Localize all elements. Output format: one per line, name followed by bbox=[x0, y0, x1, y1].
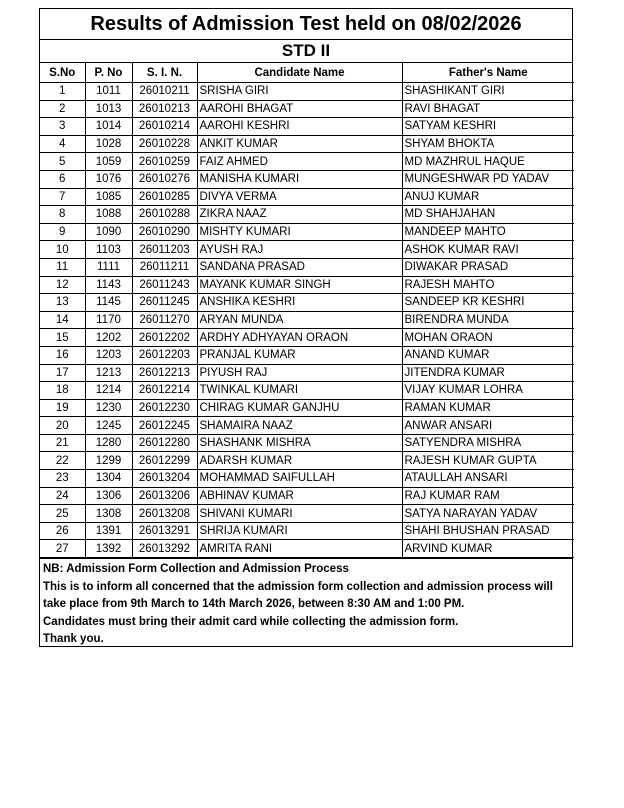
cell-sno: 7 bbox=[40, 188, 85, 206]
cell-sno: 23 bbox=[40, 470, 85, 488]
cell-sno: 25 bbox=[40, 505, 85, 523]
cell-pno: 1111 bbox=[85, 258, 132, 276]
cell-pno: 1392 bbox=[85, 540, 132, 558]
cell-candidate-name: AMRITA RANI bbox=[197, 540, 402, 558]
cell-sin: 26012280 bbox=[132, 434, 197, 452]
cell-sno: 20 bbox=[40, 417, 85, 435]
cell-father-name: RAJESH KUMAR GUPTA bbox=[402, 452, 574, 470]
cell-father-name: RAVI BHAGAT bbox=[402, 100, 574, 118]
cell-candidate-name: MANISHA KUMARI bbox=[197, 170, 402, 188]
cell-sin: 26012202 bbox=[132, 329, 197, 347]
cell-candidate-name: PIYUSH RAJ bbox=[197, 364, 402, 382]
cell-father-name: RAMAN KUMAR bbox=[402, 399, 574, 417]
cell-father-name: ASHOK KUMAR RAVI bbox=[402, 241, 574, 259]
cell-sin: 26011243 bbox=[132, 276, 197, 294]
cell-sin: 26013291 bbox=[132, 522, 197, 540]
cell-pno: 1103 bbox=[85, 241, 132, 259]
cell-sno: 1 bbox=[40, 83, 85, 101]
class-label: STD II bbox=[40, 40, 572, 63]
cell-sno: 21 bbox=[40, 434, 85, 452]
cell-candidate-name: TWINKAL KUMARI bbox=[197, 382, 402, 400]
cell-candidate-name: ARYAN MUNDA bbox=[197, 311, 402, 329]
table-row bbox=[40, 311, 574, 329]
cell-sin: 26011211 bbox=[132, 258, 197, 276]
cell-pno: 1028 bbox=[85, 135, 132, 153]
cell-sno: 9 bbox=[40, 223, 85, 241]
table-row bbox=[40, 434, 574, 452]
column-header-sno: S.No bbox=[40, 63, 85, 83]
cell-pno: 1203 bbox=[85, 346, 132, 364]
cell-pno: 1088 bbox=[85, 206, 132, 224]
cell-candidate-name: AYUSH RAJ bbox=[197, 241, 402, 259]
table-row bbox=[40, 522, 574, 540]
table-row bbox=[40, 135, 574, 153]
cell-candidate-name: CHIRAG KUMAR GANJHU bbox=[197, 399, 402, 417]
cell-sno: 4 bbox=[40, 135, 85, 153]
cell-sin: 26010276 bbox=[132, 170, 197, 188]
table-row bbox=[40, 329, 574, 347]
table-row bbox=[40, 540, 574, 558]
table-row bbox=[40, 417, 574, 435]
results-table bbox=[40, 63, 574, 558]
cell-father-name: RAJESH MAHTO bbox=[402, 276, 574, 294]
cell-pno: 1308 bbox=[85, 505, 132, 523]
cell-candidate-name: ZIKRA NAAZ bbox=[197, 206, 402, 224]
cell-candidate-name: AAROHI KESHRI bbox=[197, 118, 402, 136]
table-row bbox=[40, 188, 574, 206]
table-body bbox=[40, 83, 574, 558]
cell-father-name: JITENDRA KUMAR bbox=[402, 364, 574, 382]
cell-sin: 26013292 bbox=[132, 540, 197, 558]
table-row bbox=[40, 452, 574, 470]
cell-pno: 1391 bbox=[85, 522, 132, 540]
table-row bbox=[40, 258, 574, 276]
cell-father-name: DIWAKAR PRASAD bbox=[402, 258, 574, 276]
table-row bbox=[40, 206, 574, 224]
cell-candidate-name: PRANJAL KUMAR bbox=[197, 346, 402, 364]
table-row bbox=[40, 399, 574, 417]
cell-candidate-name: SHAMAIRA NAAZ bbox=[197, 417, 402, 435]
column-header-candidate: Candidate Name bbox=[197, 63, 402, 83]
cell-father-name: ARVIND KUMAR bbox=[402, 540, 574, 558]
cell-sin: 26010290 bbox=[132, 223, 197, 241]
cell-sno: 24 bbox=[40, 487, 85, 505]
cell-father-name: ATAULLAH ANSARI bbox=[402, 470, 574, 488]
cell-sin: 26011270 bbox=[132, 311, 197, 329]
table-row bbox=[40, 153, 574, 171]
cell-candidate-name: ABHINAV KUMAR bbox=[197, 487, 402, 505]
cell-sin: 26010214 bbox=[132, 118, 197, 136]
cell-pno: 1230 bbox=[85, 399, 132, 417]
cell-sno: 16 bbox=[40, 346, 85, 364]
cell-candidate-name: ANKIT KUMAR bbox=[197, 135, 402, 153]
cell-candidate-name: SHIVANI KUMARI bbox=[197, 505, 402, 523]
cell-father-name: SATYENDRA MISHRA bbox=[402, 434, 574, 452]
column-header-pno: P. No bbox=[85, 63, 132, 83]
notice-heading: NB: Admission Form Collection and Admission Process bbox=[43, 563, 349, 576]
table-row bbox=[40, 505, 574, 523]
cell-pno: 1085 bbox=[85, 188, 132, 206]
cell-sno: 22 bbox=[40, 452, 85, 470]
cell-sin: 26012214 bbox=[132, 382, 197, 400]
cell-sno: 10 bbox=[40, 241, 85, 259]
cell-pno: 1143 bbox=[85, 276, 132, 294]
cell-pno: 1304 bbox=[85, 470, 132, 488]
cell-sno: 12 bbox=[40, 276, 85, 294]
cell-sno: 11 bbox=[40, 258, 85, 276]
cell-candidate-name: MAYANK KUMAR SINGH bbox=[197, 276, 402, 294]
cell-sno: 26 bbox=[40, 522, 85, 540]
cell-sno: 8 bbox=[40, 206, 85, 224]
cell-sin: 26010213 bbox=[132, 100, 197, 118]
cell-pno: 1214 bbox=[85, 382, 132, 400]
cell-father-name: SHYAM BHOKTA bbox=[402, 135, 574, 153]
table-row bbox=[40, 487, 574, 505]
table-row bbox=[40, 83, 574, 101]
cell-father-name: ANUJ KUMAR bbox=[402, 188, 574, 206]
cell-sno: 17 bbox=[40, 364, 85, 382]
cell-father-name: MUNGESHWAR PD YADAV bbox=[402, 170, 574, 188]
cell-sin: 26010228 bbox=[132, 135, 197, 153]
cell-father-name: BIRENDRA MUNDA bbox=[402, 311, 574, 329]
cell-candidate-name: DIVYA VERMA bbox=[197, 188, 402, 206]
table-row bbox=[40, 346, 574, 364]
cell-pno: 1280 bbox=[85, 434, 132, 452]
cell-pno: 1170 bbox=[85, 311, 132, 329]
cell-sno: 13 bbox=[40, 294, 85, 312]
cell-pno: 1076 bbox=[85, 170, 132, 188]
cell-candidate-name: ARDHY ADHYAYAN ORAON bbox=[197, 329, 402, 347]
cell-father-name: SHASHIKANT GIRI bbox=[402, 83, 574, 101]
page-title: Results of Admission Test held on 08/02/2026 bbox=[40, 9, 572, 40]
cell-father-name: SANDEEP KR KESHRI bbox=[402, 294, 574, 312]
cell-candidate-name: MISHTY KUMARI bbox=[197, 223, 402, 241]
table-row bbox=[40, 382, 574, 400]
cell-candidate-name: ADARSH KUMAR bbox=[197, 452, 402, 470]
cell-sno: 2 bbox=[40, 100, 85, 118]
cell-pno: 1306 bbox=[85, 487, 132, 505]
cell-candidate-name: SRISHA GIRI bbox=[197, 83, 402, 101]
cell-pno: 1090 bbox=[85, 223, 132, 241]
cell-candidate-name: SANDANA PRASAD bbox=[197, 258, 402, 276]
cell-sin: 26010259 bbox=[132, 153, 197, 171]
cell-pno: 1245 bbox=[85, 417, 132, 435]
cell-sin: 26013208 bbox=[132, 505, 197, 523]
cell-candidate-name: FAIZ AHMED bbox=[197, 153, 402, 171]
cell-pno: 1145 bbox=[85, 294, 132, 312]
cell-sno: 5 bbox=[40, 153, 85, 171]
table-row bbox=[40, 364, 574, 382]
cell-pno: 1202 bbox=[85, 329, 132, 347]
column-header-father: Father's Name bbox=[402, 63, 574, 83]
cell-father-name: SATYA NARAYAN YADAV bbox=[402, 505, 574, 523]
table-row bbox=[40, 294, 574, 312]
cell-father-name: MOHAN ORAON bbox=[402, 329, 574, 347]
cell-sin: 26011245 bbox=[132, 294, 197, 312]
table-row bbox=[40, 100, 574, 118]
table-row bbox=[40, 170, 574, 188]
cell-pno: 1014 bbox=[85, 118, 132, 136]
table-row bbox=[40, 223, 574, 241]
admission-notice bbox=[40, 558, 572, 646]
cell-father-name: SHAHI BHUSHAN PRASAD bbox=[402, 522, 574, 540]
cell-sin: 26012230 bbox=[132, 399, 197, 417]
table-row bbox=[40, 470, 574, 488]
cell-father-name: MANDEEP MAHTO bbox=[402, 223, 574, 241]
cell-candidate-name: SHASHANK MISHRA bbox=[197, 434, 402, 452]
cell-father-name: VIJAY KUMAR LOHRA bbox=[402, 382, 574, 400]
cell-sno: 14 bbox=[40, 311, 85, 329]
cell-father-name: ANWAR ANSARI bbox=[402, 417, 574, 435]
cell-sno: 6 bbox=[40, 170, 85, 188]
cell-candidate-name: MOHAMMAD SAIFULLAH bbox=[197, 470, 402, 488]
cell-sin: 26010285 bbox=[132, 188, 197, 206]
cell-sin: 26012245 bbox=[132, 417, 197, 435]
cell-sno: 18 bbox=[40, 382, 85, 400]
cell-candidate-name: SHRIJA KUMARI bbox=[197, 522, 402, 540]
notice-line: take place from 9th March to 14th March 2026, between 8:30 AM and 1:00 PM. bbox=[43, 598, 465, 611]
cell-father-name: SATYAM KESHRI bbox=[402, 118, 574, 136]
cell-candidate-name: AAROHI BHAGAT bbox=[197, 100, 402, 118]
cell-sin: 26012213 bbox=[132, 364, 197, 382]
table-row bbox=[40, 118, 574, 136]
cell-pno: 1013 bbox=[85, 100, 132, 118]
cell-father-name: MD SHAHJAHAN bbox=[402, 206, 574, 224]
table-header-row bbox=[40, 63, 574, 83]
cell-sin: 26013204 bbox=[132, 470, 197, 488]
cell-sno: 27 bbox=[40, 540, 85, 558]
cell-sin: 26013206 bbox=[132, 487, 197, 505]
table-row bbox=[40, 276, 574, 294]
cell-sin: 26012203 bbox=[132, 346, 197, 364]
cell-sin: 26010288 bbox=[132, 206, 197, 224]
cell-sin: 26012299 bbox=[132, 452, 197, 470]
column-header-sin: S. I. N. bbox=[132, 63, 197, 83]
cell-father-name: RAJ KUMAR RAM bbox=[402, 487, 574, 505]
notice-closing: Thank you. bbox=[43, 633, 104, 646]
cell-sno: 15 bbox=[40, 329, 85, 347]
cell-pno: 1011 bbox=[85, 83, 132, 101]
cell-pno: 1213 bbox=[85, 364, 132, 382]
cell-sin: 26011203 bbox=[132, 241, 197, 259]
cell-father-name: ANAND KUMAR bbox=[402, 346, 574, 364]
cell-father-name: MD MAZHRUL HAQUE bbox=[402, 153, 574, 171]
cell-sin: 26010211 bbox=[132, 83, 197, 101]
cell-pno: 1299 bbox=[85, 452, 132, 470]
cell-sno: 3 bbox=[40, 118, 85, 136]
notice-line: This is to inform all concerned that the admission form collection and admission process will bbox=[43, 580, 553, 593]
cell-candidate-name: ANSHIKA KESHRI bbox=[197, 294, 402, 312]
notice-line: Candidates must bring their admit card while collecting the admission form. bbox=[43, 615, 459, 628]
cell-sno: 19 bbox=[40, 399, 85, 417]
cell-pno: 1059 bbox=[85, 153, 132, 171]
table-row bbox=[40, 241, 574, 259]
results-sheet bbox=[39, 8, 573, 647]
